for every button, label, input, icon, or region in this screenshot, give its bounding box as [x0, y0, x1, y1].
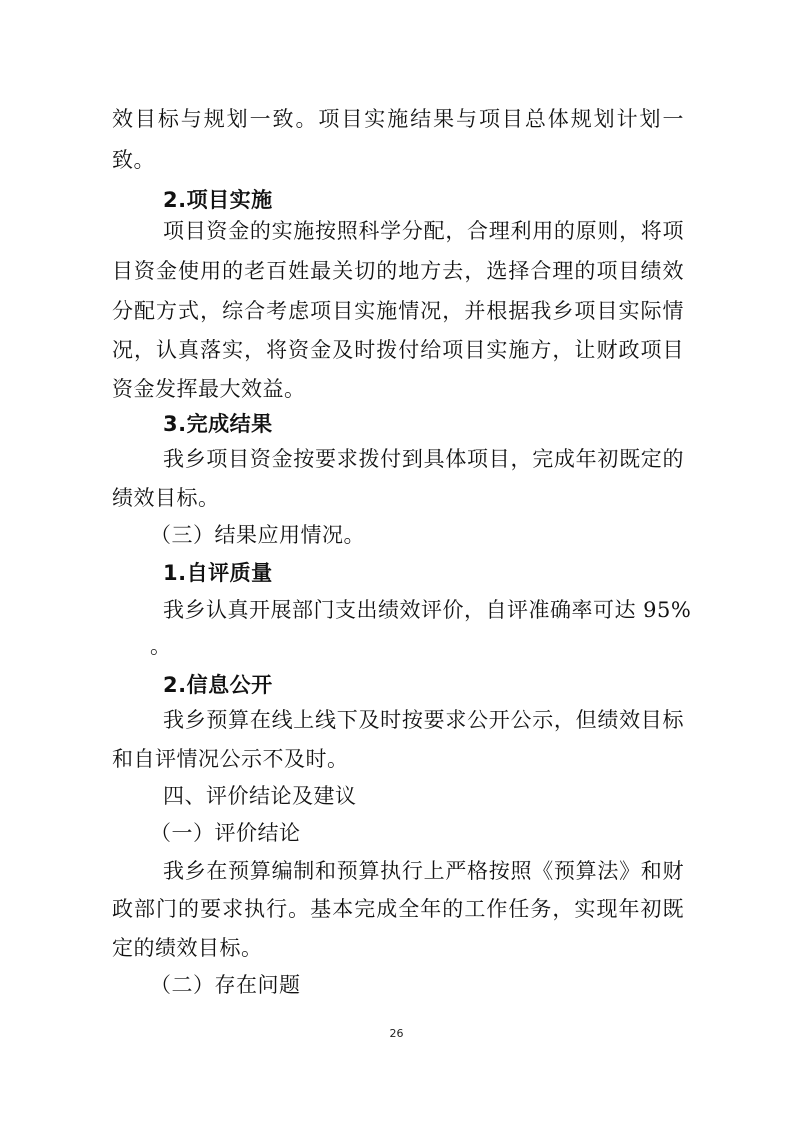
subsection-heading: 2.信息公开 — [163, 673, 273, 697]
body-text-line: 项目资金的实施按照科学分配，合理利用的原则，将项 — [163, 219, 684, 243]
body-text-line: 分配方式，综合考虑项目实施情况，并根据我乡项目实际情 — [112, 299, 684, 323]
subsection-heading: 2.项目实施 — [163, 188, 273, 212]
body-text-line: 目资金使用的老百姓最关切的地方去，选择合理的项目绩效 — [112, 259, 684, 283]
body-text-line: 我乡项目资金按要求拨付到具体项目，完成年初既定的 — [163, 447, 684, 471]
body-text-line: 效目标与规划一致。项目实施结果与项目总体规划计划一 — [112, 107, 684, 131]
body-text-line: 政部门的要求执行。基本完成全年的工作任务，实现年初既 — [112, 897, 684, 921]
page-number: 26 — [389, 1027, 404, 1040]
section-heading: （二）存在问题 — [150, 973, 301, 997]
body-text-line: 况，认真落实，将资金及时拨付给项目实施方，让财政项目 — [112, 338, 684, 362]
body-text-line: 资金发挥最大效益。 — [112, 377, 306, 401]
body-text-line: 。 — [150, 634, 172, 658]
body-text-line: 定的绩效目标。 — [112, 936, 263, 960]
body-text-line: 绩效目标。 — [112, 486, 220, 510]
subsection-heading: 3.完成结果 — [163, 412, 273, 436]
body-text-line: 我乡在预算编制和预算执行上严格按照《预算法》和财 — [163, 859, 684, 883]
body-text-line: 我乡认真开展部门支出绩效评价，自评准确率可达 95% — [163, 598, 692, 622]
body-text-line: 我乡预算在线上线下及时按要求公开公示，但绩效目标 — [163, 708, 684, 732]
chapter-heading: 四、评价结论及建议 — [163, 784, 357, 808]
body-text-line: 和自评情况公示不及时。 — [112, 747, 349, 771]
body-text-line: 致。 — [112, 148, 155, 172]
section-heading: （三）结果应用情况。 — [150, 523, 365, 547]
section-heading: （一）评价结论 — [150, 821, 301, 845]
subsection-heading: 1.自评质量 — [163, 561, 273, 585]
